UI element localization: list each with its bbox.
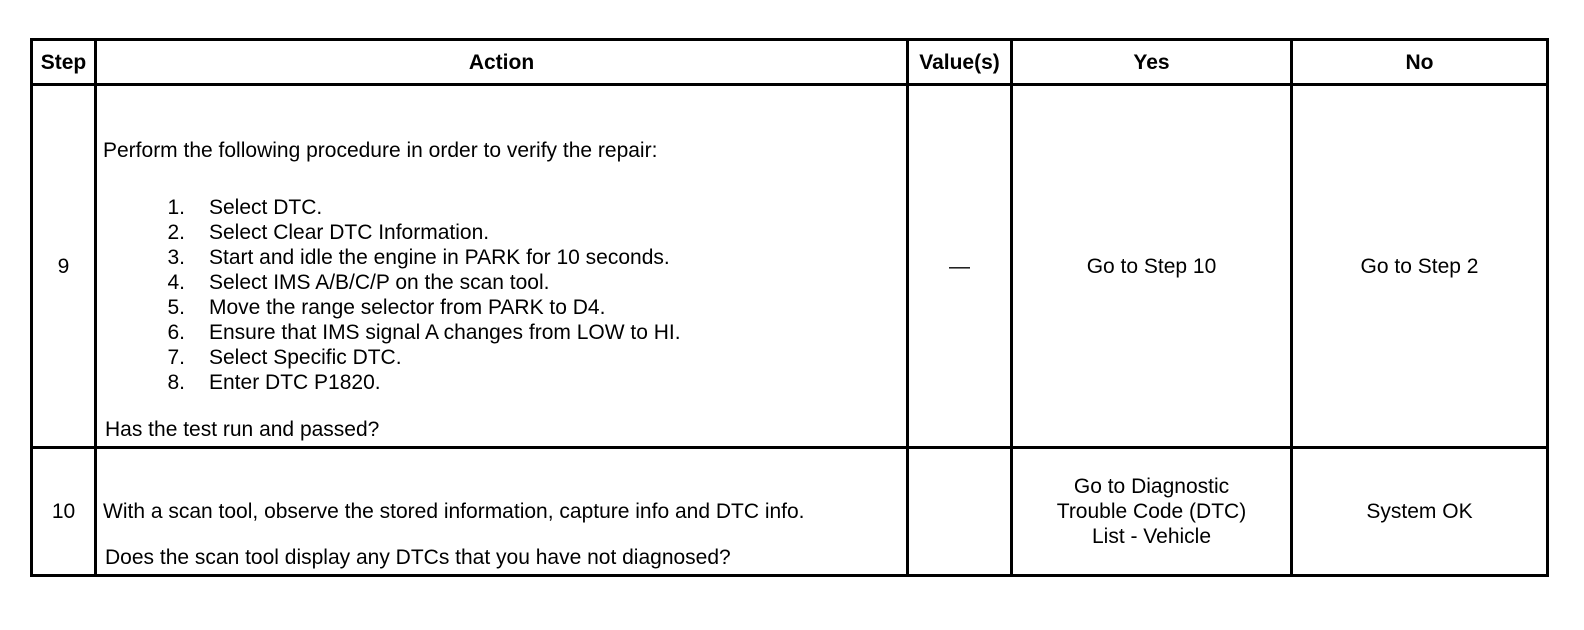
list-item xyxy=(167,270,900,295)
list-item xyxy=(167,195,900,220)
table-row-step-9 xyxy=(32,85,1548,448)
procedure-list xyxy=(103,195,900,395)
header-action: Action xyxy=(96,40,908,85)
diagnostic-table xyxy=(30,38,1549,577)
yes-line: List - Vehicle xyxy=(1091,525,1212,548)
header-row xyxy=(32,40,1548,85)
list-item-number: 3. xyxy=(167,245,185,269)
list-item-number: 5. xyxy=(167,295,185,319)
yes-cell xyxy=(1012,448,1292,576)
list-item-text: Select IMS A/B/C/P on the scan tool. xyxy=(209,270,550,294)
no-cell: System OK xyxy=(1292,448,1548,576)
step-number: 9 xyxy=(32,85,96,448)
list-item-number: 7. xyxy=(167,345,185,369)
list-item-text: Move the range selector from PARK to D4. xyxy=(209,295,606,319)
value-cell xyxy=(908,448,1012,576)
list-item-number: 4. xyxy=(167,270,185,294)
step-number: 10 xyxy=(32,448,96,576)
list-item-number: 1. xyxy=(167,195,185,219)
list-item-text: Select Clear DTC Information. xyxy=(209,220,490,244)
list-item xyxy=(167,220,900,245)
list-item-text: Select DTC. xyxy=(209,195,323,219)
header-values: Value(s) xyxy=(908,40,1012,85)
list-item-text: Start and idle the engine in PARK for 10 seconds. xyxy=(209,245,670,269)
yes-line: Go to Diagnostic xyxy=(1073,475,1230,498)
action-intro: With a scan tool, observe the stored information, capture info and DTC info. xyxy=(103,500,805,523)
list-item-text: Ensure that IMS signal A changes from LOW to HI. xyxy=(209,320,681,344)
yes-cell: Go to Step 10 xyxy=(1012,85,1292,448)
list-item-number: 2. xyxy=(167,220,185,244)
list-item xyxy=(167,295,900,320)
header-yes: Yes xyxy=(1012,40,1292,85)
list-item-text: Select Specific DTC. xyxy=(209,345,402,369)
header-step: Step xyxy=(32,40,96,85)
header-no: No xyxy=(1292,40,1548,85)
value-cell: — xyxy=(908,85,1012,448)
list-item-text: Enter DTC P1820. xyxy=(209,370,381,394)
yes-line: Trouble Code (DTC) xyxy=(1056,500,1247,523)
list-item-number: 6. xyxy=(167,320,185,344)
list-item-number: 8. xyxy=(167,370,185,394)
action-question: Does the scan tool display any DTCs that you have not diagnosed? xyxy=(105,546,731,569)
list-item xyxy=(167,320,900,345)
action-intro: Perform the following procedure in order to verify the repair: xyxy=(103,138,658,162)
action-question: Has the test run and passed? xyxy=(105,418,380,441)
table-row-step-10 xyxy=(32,448,1548,576)
no-cell: Go to Step 2 xyxy=(1292,85,1548,448)
action-cell xyxy=(96,448,908,576)
list-item xyxy=(167,345,900,370)
list-item xyxy=(167,245,900,270)
action-cell xyxy=(96,85,908,448)
list-item xyxy=(167,370,900,395)
